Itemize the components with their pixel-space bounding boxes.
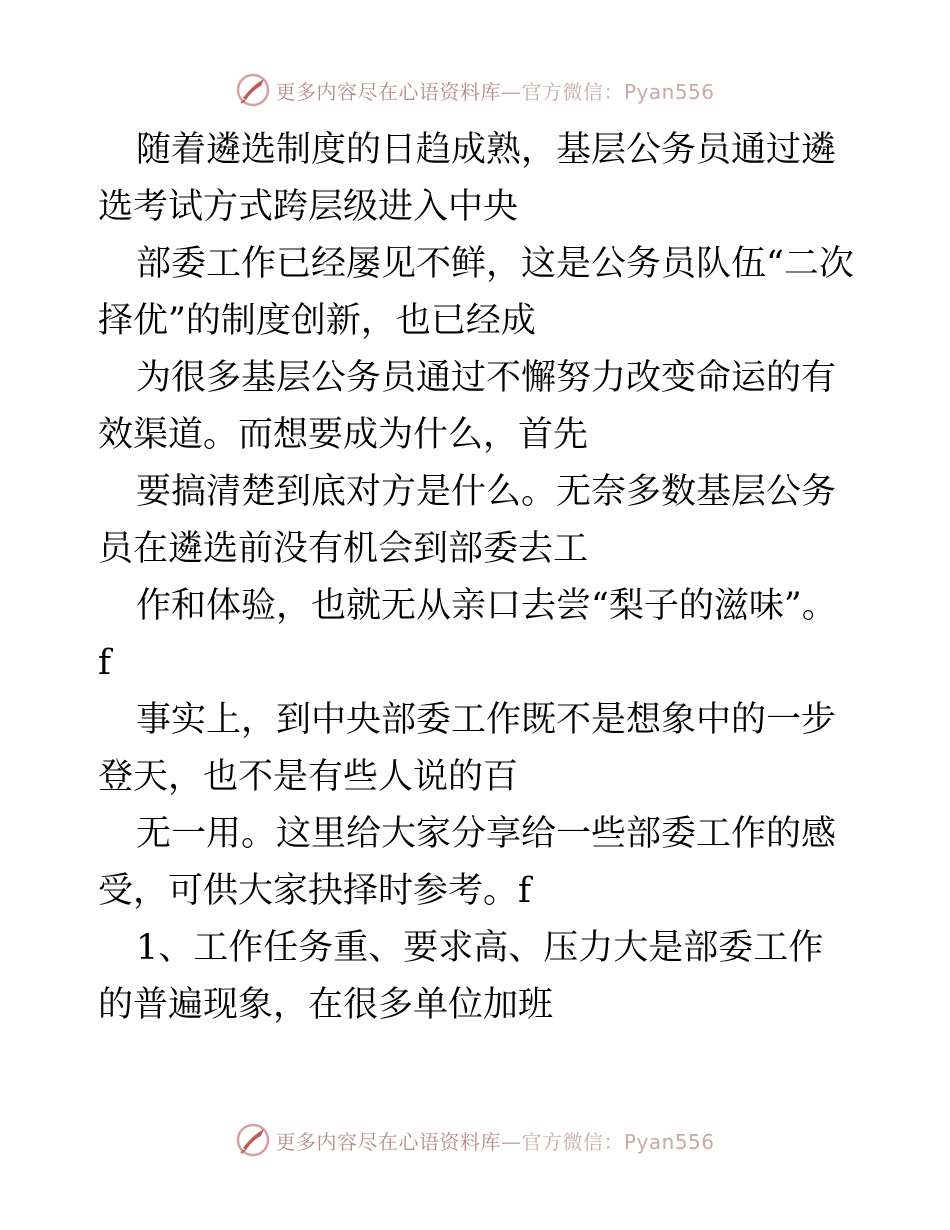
paragraph: 1、工作任务重、要求高、压力大是部委工作的普遍现象，在很多单位加班: [98, 928, 824, 1025]
pen-logo-icon: [235, 1122, 271, 1158]
watermark-id: Pyan556: [623, 1129, 715, 1154]
watermark-main: 更多内容尽在心语资料库: [275, 1129, 501, 1154]
paragraph: 部委工作已经屡见不鲜，这是公务员队伍“二次择优”的制度创新，也已经成: [98, 244, 854, 341]
pen-logo-icon: [235, 72, 271, 108]
paragraph: 无一用。这里给大家分享给一些部委工作的感受，可供大家抉择时参考。f: [98, 814, 837, 911]
watermark-sep: —官方微信：: [500, 1129, 624, 1154]
watermark-main: 更多内容尽在心语资料库: [275, 79, 501, 104]
watermark-text: [275, 1126, 714, 1155]
document-body: [98, 122, 858, 1034]
watermark-text: [275, 76, 714, 105]
paragraph: 作和体验，也就无从亲口去尝“梨子的滋味”。: [136, 586, 837, 626]
paragraph: f: [98, 643, 111, 683]
paragraph: 要搞清楚到底对方是什么。无奈多数基层公务员在遴选前没有机会到部委去工: [98, 472, 837, 569]
paragraph: 为很多基层公务员通过不懈努力改变命运的有效渠道。而想要成为什么，首先: [98, 358, 837, 455]
footer-watermark: [0, 1120, 950, 1160]
watermark-sep: —官方微信：: [500, 79, 624, 104]
paragraph: 事实上，到中央部委工作既不是想象中的一步登天，也不是有些人说的百: [98, 700, 837, 797]
paragraph: 随着遴选制度的日趋成熟，基层公务员通过遴选考试方式跨层级进入中央: [98, 130, 837, 227]
header-watermark: [0, 70, 950, 110]
watermark-id: Pyan556: [623, 79, 715, 104]
